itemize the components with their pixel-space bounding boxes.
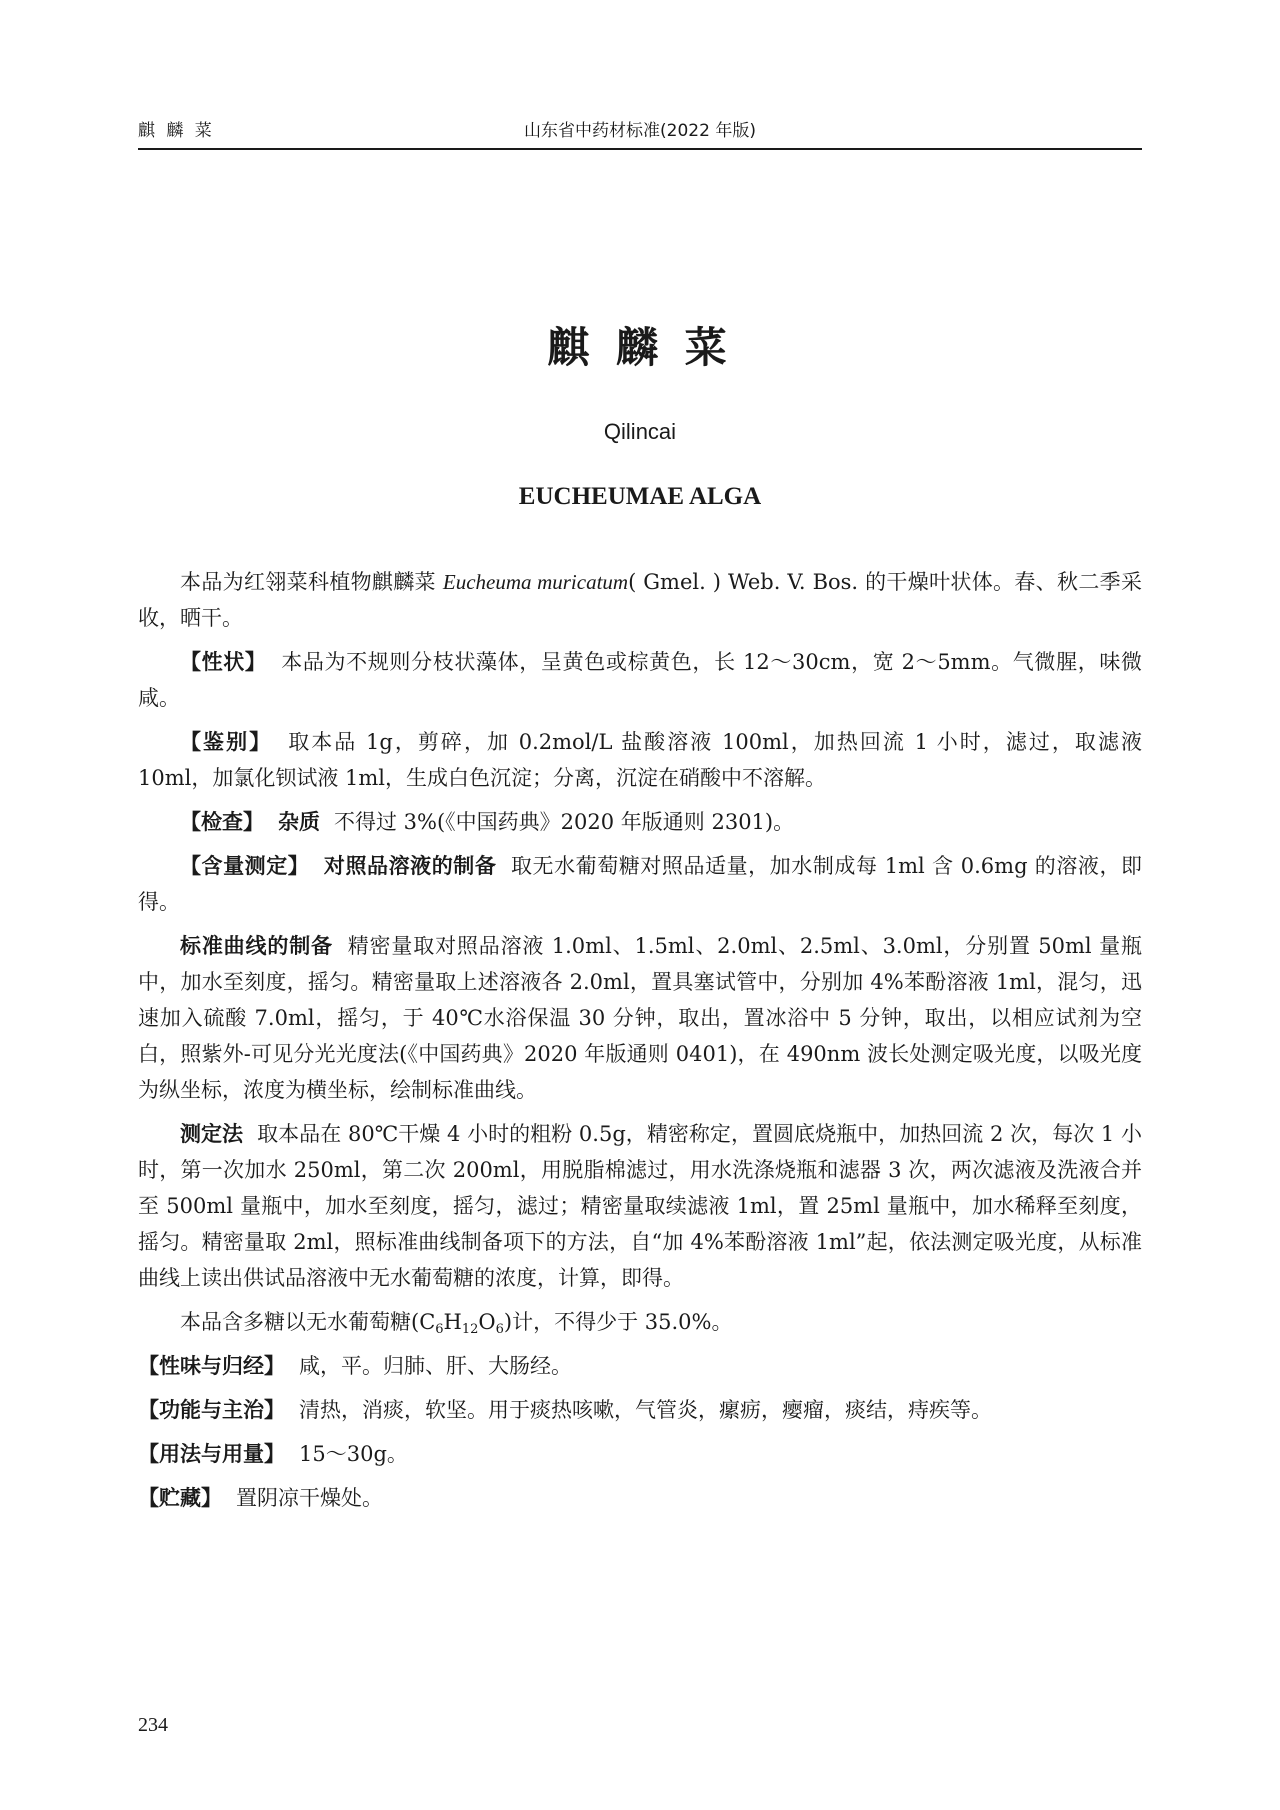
section-assay xyxy=(138,848,1142,920)
section-text: 咸，平。归肺、肝、大肠经。 xyxy=(299,1354,572,1378)
section-label: 【功能与主治】 xyxy=(138,1398,285,1422)
monograph-latin-name: EUCHEUMAE ALGA xyxy=(518,483,762,510)
running-header xyxy=(138,112,1142,150)
page-number: 234 xyxy=(138,1714,168,1736)
intro-text-before: 本品为红翎菜科植物麒麟菜 xyxy=(180,570,443,594)
title-block xyxy=(138,318,1142,512)
section-nature xyxy=(138,1348,1142,1384)
assay-limit xyxy=(138,1304,1142,1340)
section-text: 置阴凉干燥处。 xyxy=(236,1486,383,1510)
formula-subscript: 12 xyxy=(461,1322,479,1337)
assay-standard-curve xyxy=(138,928,1142,1108)
section-identification xyxy=(138,724,1142,796)
section-functions xyxy=(138,1392,1142,1428)
monograph-title: 麒 麟 菜 xyxy=(547,323,733,372)
section-text: 取本品 1g，剪碎，加 0.2mol/L 盐酸溶液 100ml，加热回流 1 小时，滤过，取滤液 10ml，加氯化钡试液 1ml，生成白色沉淀；分离，沉淀在硝酸中不溶解。 xyxy=(138,730,1143,790)
section-text: 取本品在 80℃干燥 4 小时的粗粉 0.5g，精密称定，置圆底烧瓶中，加热回流 2 次，每次 1 小时，第一次加水 250ml，第二次 200ml，用脱脂棉滤过，用水洗涤烧瓶和滤器 3 次，两次滤液及洗液合并至 500ml 量瓶中，加水至刻度，摇匀，滤过；精密量取续滤液 1ml，置 25ml 量瓶中，加水稀释至刻度，摇匀。精密量取 2ml，照标准曲线制备项下的方法，自“加 4%苯酚溶液 1ml”起，依法测定吸光度，从标准曲线上读出供试品溶液中无水葡萄糖的浓度，计算，即得。 xyxy=(138,1122,1142,1290)
monograph-body xyxy=(138,564,1142,1524)
section-label: 【检查】 xyxy=(180,810,264,834)
limit-text: 本品含多糖以无水葡萄糖(C xyxy=(180,1310,436,1334)
subsection-label: 杂质 xyxy=(278,810,320,834)
assay-method xyxy=(138,1116,1142,1296)
section-label: 【含量测定】 xyxy=(180,854,310,878)
section-text: 清热，消痰，软坚。用于痰热咳嗽，气管炎，瘰疬，瘿瘤，痰结，痔疾等。 xyxy=(299,1398,992,1422)
intro-text-after: ( Gmel. ) Web. V. Bos. 的干燥叶状体。春、秋二季采收，晒干。 xyxy=(138,570,1142,630)
section-text: 取无水葡萄糖对照品适量，加水制成每 1ml 含 0.6mg 的溶液，即得。 xyxy=(138,854,1143,914)
section-dosage xyxy=(138,1436,1142,1472)
section-text: 精密量取对照品溶液 1.0ml、1.5ml、2.0ml、2.5ml、3.0ml，分别置 50ml 量瓶中，加水至刻度，摇匀。精密量取上述溶液各 2.0ml，置具塞试管中，分别加 4%苯酚溶液 1ml，混匀，迅速加入硫酸 7.0ml，摇匀，于 40℃水浴保温 30 分钟，取出，置冰浴中 5 分钟，取出，以相应试剂为空白，照紫外-可见分光光度法(《中国药典》2020 年版通则 0401)，在 490nm 波长处测定吸光度，以吸光度为纵坐标，浓度为横坐标，绘制标准曲线。 xyxy=(138,934,1143,1102)
section-label: 【性味与归经】 xyxy=(138,1354,285,1378)
section-storage xyxy=(138,1480,1142,1516)
section-text: 不得过 3%(《中国药典》2020 年版通则 2301)。 xyxy=(334,810,795,834)
section-label: 【鉴别】 xyxy=(180,730,273,754)
limit-text: )计，不得少于 35.0%。 xyxy=(503,1310,733,1334)
subsection-label: 测定法 xyxy=(180,1122,244,1146)
species-name: Eucheuma muricatum xyxy=(442,570,629,594)
section-inspection xyxy=(138,804,1142,840)
section-label: 【用法与用量】 xyxy=(138,1442,285,1466)
header-monograph-name: 麒 麟 菜 xyxy=(138,121,215,141)
subsection-label: 标准曲线的制备 xyxy=(180,934,333,958)
section-characters xyxy=(138,644,1142,716)
monograph-pinyin: Qilincai xyxy=(603,419,677,444)
header-book-title: 山东省中药材标准(2022 年版) xyxy=(524,121,756,141)
formula-element: H xyxy=(443,1310,462,1334)
intro-paragraph xyxy=(138,564,1142,636)
section-label: 【贮藏】 xyxy=(138,1486,222,1510)
section-label: 【性状】 xyxy=(180,650,267,674)
section-text: 本品为不规则分枝状藻体，呈黄色或棕黄色，长 12～30cm，宽 2～5mm。气微腥，味微咸。 xyxy=(138,650,1143,710)
formula-element: O xyxy=(478,1310,496,1334)
subsection-label: 对照品溶液的制备 xyxy=(323,854,497,878)
section-text: 15～30g。 xyxy=(299,1442,408,1466)
formula-subscript: 6 xyxy=(495,1322,504,1337)
formula-subscript: 6 xyxy=(435,1322,444,1337)
